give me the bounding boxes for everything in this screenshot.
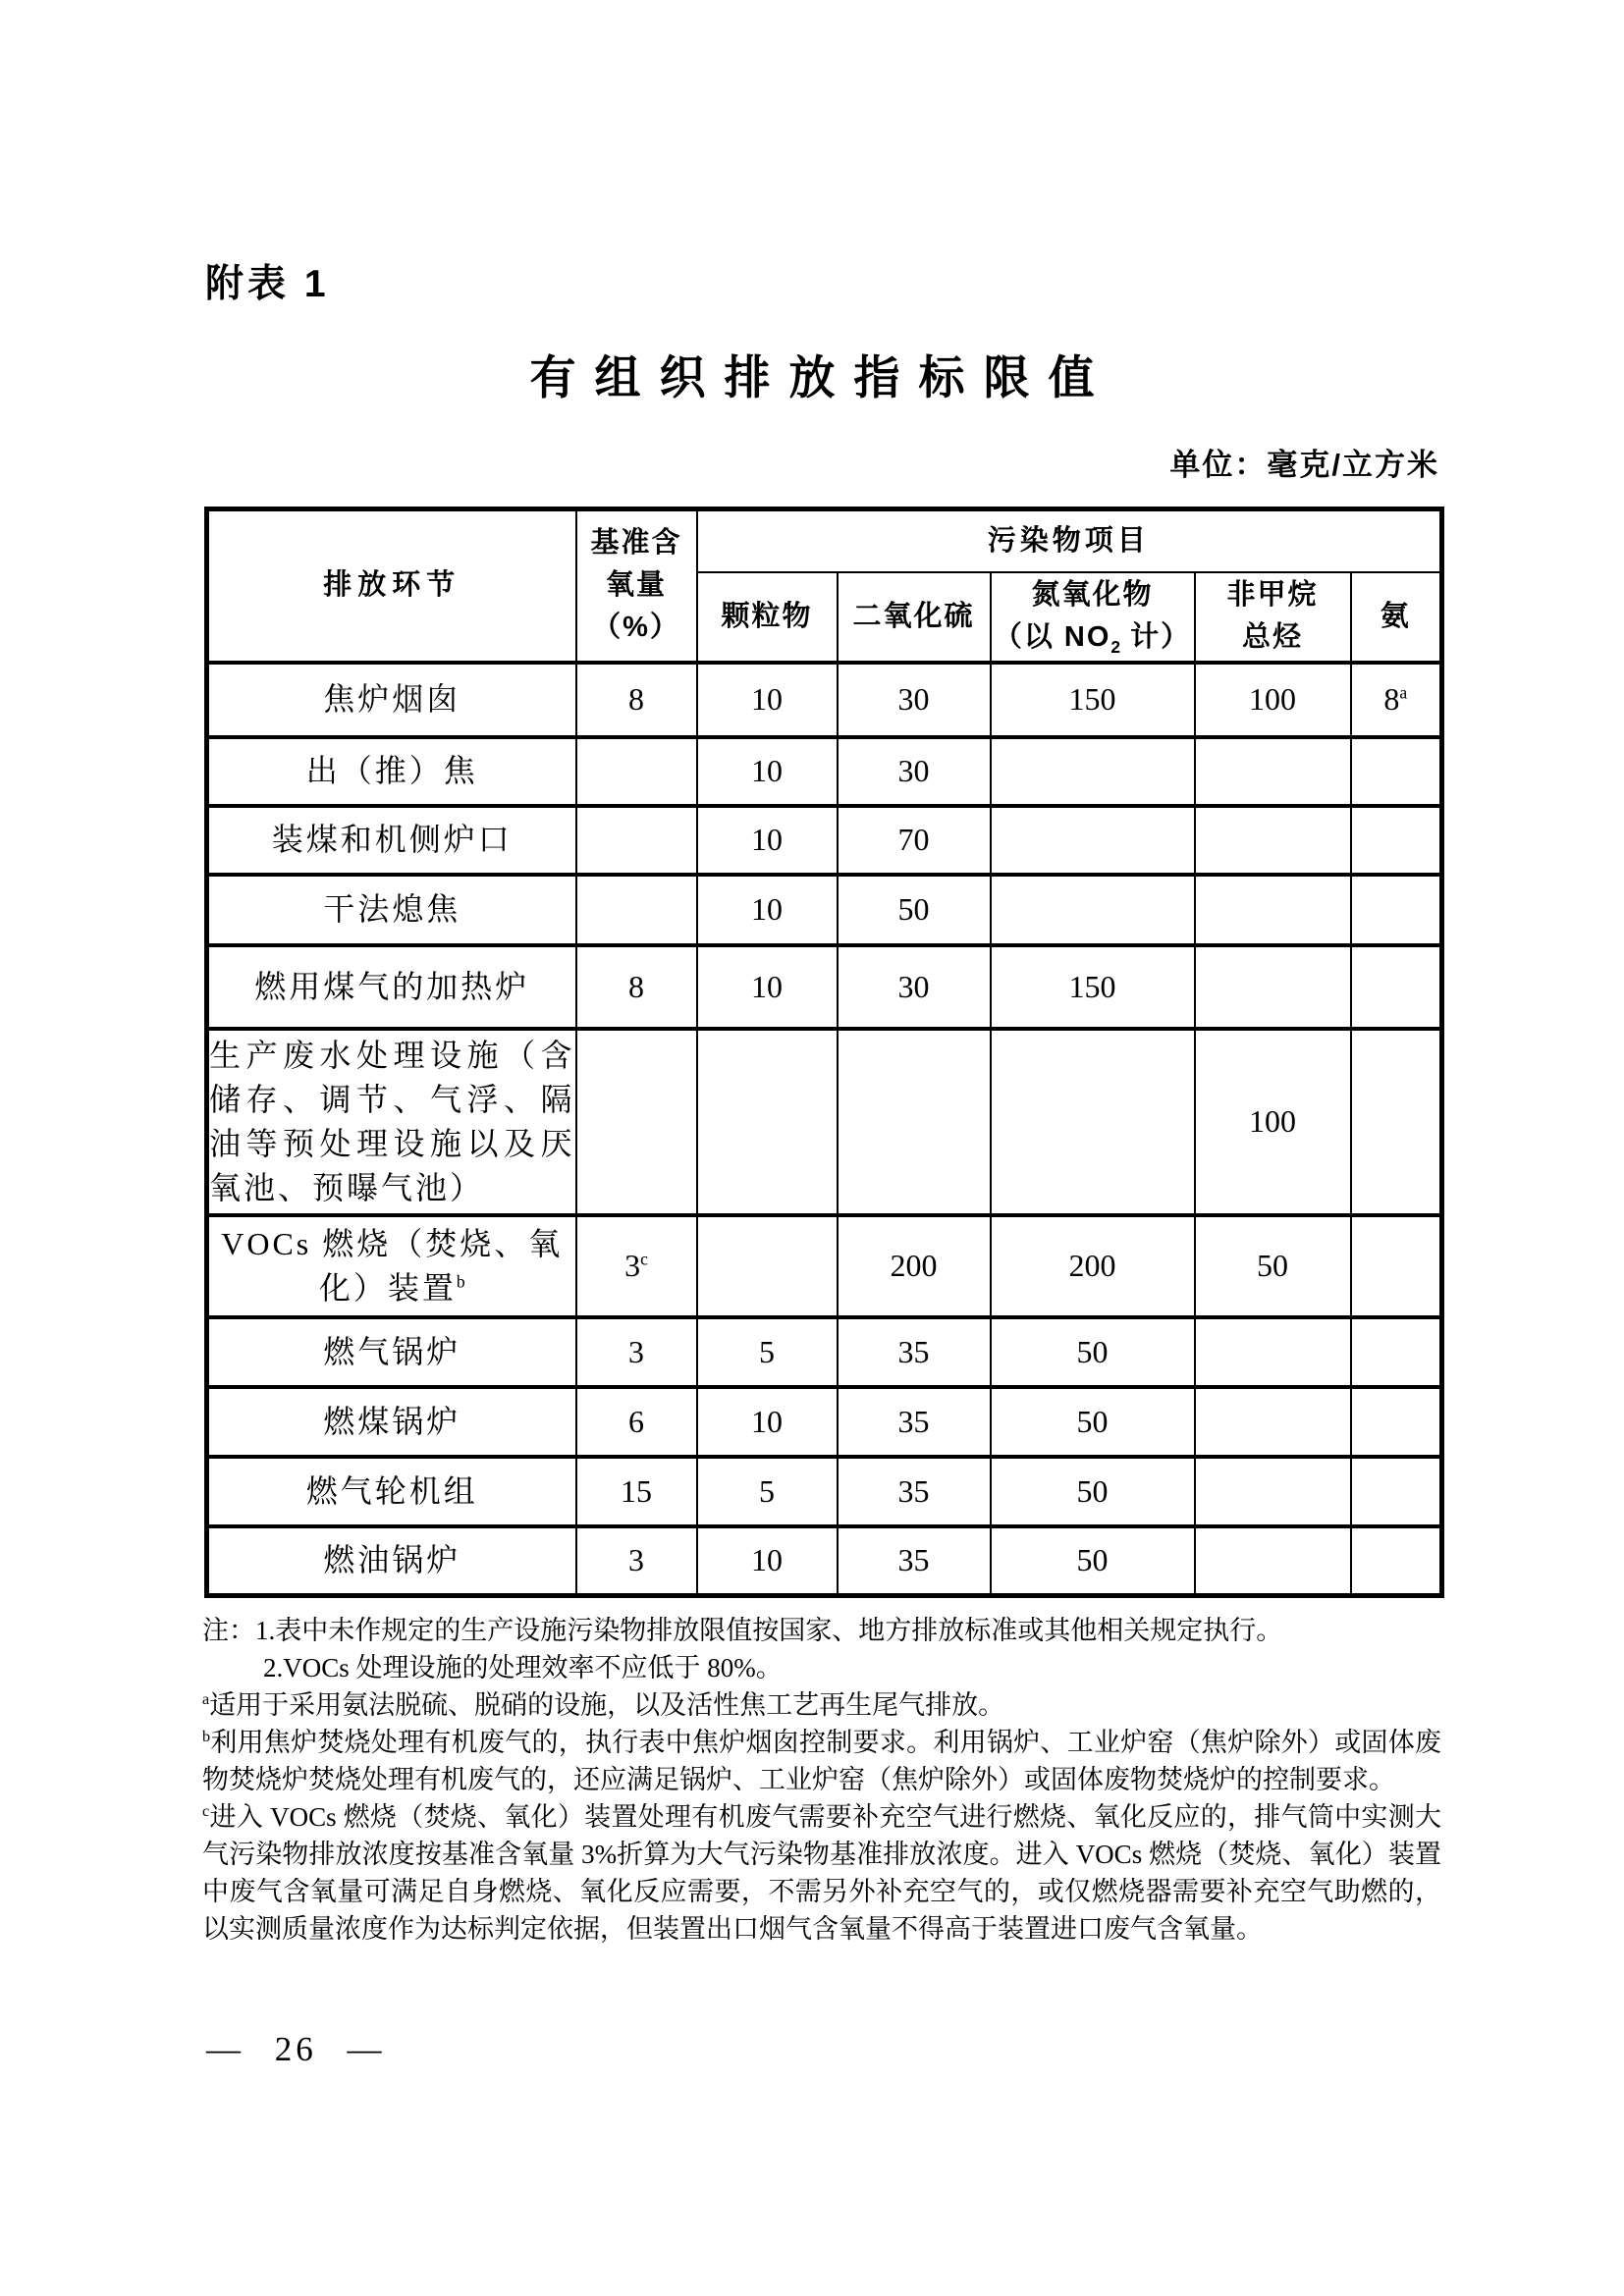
- cell-nmhc: [1195, 737, 1351, 806]
- cell-nox: 200: [991, 1215, 1195, 1317]
- cell-nmhc: [1195, 875, 1351, 945]
- cell-so2: 35: [838, 1526, 991, 1596]
- header-nox: 氮氧化物 （以 $NO_2$ 计）: [991, 572, 1195, 663]
- cell-oxygen: 3: [576, 1526, 697, 1596]
- stage-cell: VOCs 燃烧（焚烧、氧化）装置$^b$: [207, 1215, 576, 1317]
- stage-cell: 燃油锅炉: [207, 1526, 576, 1596]
- cell-so2: 30: [838, 945, 991, 1029]
- stage-cell: 燃煤锅炉: [207, 1387, 576, 1457]
- header-pollutant-group: 污染物项目: [697, 509, 1442, 572]
- header-oxygen: 基准含 氧量 （%）: [576, 509, 697, 663]
- cell-pm: 10: [697, 945, 838, 1029]
- note-general-1: 注：1.表中未作规定的生产设施污染物排放限值按国家、地方排放标准或其他相关规定执行。: [202, 1616, 1283, 1645]
- cell-nox: 150: [991, 663, 1195, 737]
- cell-oxygen: 3: [576, 1317, 697, 1387]
- cell-nh3: 8$^a$: [1351, 663, 1442, 737]
- annex-label: 附表 1: [205, 263, 330, 305]
- header-nmhc: 非甲烷 总烃: [1195, 572, 1351, 663]
- cell-oxygen: [576, 875, 697, 945]
- cell-so2: 35: [838, 1387, 991, 1457]
- cell-pm: 5: [697, 1317, 838, 1387]
- cell-nmhc: [1195, 1457, 1351, 1526]
- table-row: [207, 1457, 1442, 1526]
- cell-oxygen: 3$^c$: [576, 1215, 697, 1317]
- no2-subscript: 2: [1110, 636, 1121, 657]
- table-row: [207, 945, 1442, 1029]
- cell-so2: 200: [838, 1215, 991, 1317]
- header-so2: 二氧化硫: [838, 572, 991, 663]
- footnote-marker-b: b: [202, 1728, 211, 1745]
- cell-oxygen: 15: [576, 1457, 697, 1526]
- cell-pm: 10: [697, 663, 838, 737]
- cell-so2: 30: [838, 737, 991, 806]
- cell-nox: 50: [991, 1526, 1195, 1596]
- table-row: [207, 1526, 1442, 1596]
- cell-oxygen: [576, 737, 697, 806]
- cell-pm: 10: [697, 806, 838, 875]
- cell-oxygen: 8: [576, 663, 697, 737]
- cell-nh3: [1351, 1526, 1442, 1596]
- header-pm: 颗粒物: [697, 572, 838, 663]
- cell-nh3: [1351, 1215, 1442, 1317]
- footnotes: [202, 1612, 1441, 1948]
- cell-pm: [697, 1029, 838, 1215]
- table-row: [207, 663, 1442, 737]
- cell-nmhc: [1195, 1526, 1351, 1596]
- cell-nh3: [1351, 875, 1442, 945]
- note-b: $^b$利用焦炉焚烧处理有机废气的，执行表中焦炉烟囱控制要求。利用锅炉、工业炉窑（焦炉除外）或固体废物焚烧炉焚烧处理有机废气的，还应满足锅炉、工业炉窑（焦炉除外）或固体废物焚烧炉的控制要求。: [202, 1728, 1441, 1794]
- table-row: [207, 737, 1442, 806]
- cell-oxygen: 6: [576, 1387, 697, 1457]
- cell-nmhc: 50: [1195, 1215, 1351, 1317]
- note-c: $^c$进入 VOCs 燃烧（焚烧、氧化）装置处理有机废气需要补充空气进行燃烧、氧化反应的，排气筒中实测大气污染物排放浓度按基准含氧量 3%折算为大气污染物基准排放浓度。进入 VOCs 燃烧（焚烧、氧化）装置中废气含氧量可满足自身燃烧、氧化反应需要，不需另外补充空气的，或仅燃烧器需要补充空气助燃的，以实测质量浓度作为达标判定依据，但装置出口烟气含氧量不得高于装置进口废气含氧量。: [202, 1802, 1441, 1944]
- cell-so2: 70: [838, 806, 991, 875]
- cell-nox: [991, 806, 1195, 875]
- footnote-marker-a: a: [202, 1690, 210, 1708]
- table-row: [207, 875, 1442, 945]
- cell-oxygen: 8: [576, 945, 697, 1029]
- table-row: [207, 1215, 1442, 1317]
- table-row: [207, 1317, 1442, 1387]
- footnote-marker-c: c: [640, 1249, 648, 1269]
- cell-nmhc: [1195, 806, 1351, 875]
- stage-cell: 生产废水处理设施（含储存、调节、气浮、隔油等预处理设施以及厌氧池、预曝气池）: [207, 1029, 576, 1215]
- note-a: $^a$适用于采用氨法脱硫、脱硝的设施，以及活性焦工艺再生尾气排放。: [202, 1690, 1005, 1720]
- stage-cell: 出（推）焦: [207, 737, 576, 806]
- stage-cell: 燃气轮机组: [207, 1457, 576, 1526]
- footnote-marker-b: b: [456, 1270, 465, 1291]
- cell-nh3: [1351, 1029, 1442, 1215]
- cell-pm: [697, 1215, 838, 1317]
- cell-pm: 10: [697, 1526, 838, 1596]
- cell-nmhc: 100: [1195, 1029, 1351, 1215]
- cell-nh3: [1351, 1457, 1442, 1526]
- cell-so2: 35: [838, 1317, 991, 1387]
- cell-nh3: [1351, 945, 1442, 1029]
- cell-nh3: [1351, 1387, 1442, 1457]
- cell-pm: 10: [697, 1387, 838, 1457]
- cell-nox: 50: [991, 1457, 1195, 1526]
- cell-nh3: [1351, 806, 1442, 875]
- table-row: [207, 806, 1442, 875]
- header-stage: 排放环节: [207, 509, 576, 663]
- cell-pm: 5: [697, 1457, 838, 1526]
- cell-so2: 35: [838, 1457, 991, 1526]
- cell-nox: 150: [991, 945, 1195, 1029]
- cell-pm: 10: [697, 737, 838, 806]
- emission-limits-table: [204, 507, 1444, 1598]
- stage-cell: 焦炉烟囱: [207, 663, 576, 737]
- cell-nmhc: [1195, 1317, 1351, 1387]
- cell-nh3: [1351, 1317, 1442, 1387]
- cell-nox: [991, 875, 1195, 945]
- cell-so2: [838, 1029, 991, 1215]
- header-row-1: [207, 509, 1442, 572]
- unit-label: 单位：毫克/立方米: [1169, 448, 1439, 482]
- cell-oxygen: [576, 1029, 697, 1215]
- header-nh3: 氨: [1351, 572, 1442, 663]
- stage-cell: 燃用煤气的加热炉: [207, 945, 576, 1029]
- note-general-2: 2.VOCs 处理设施的处理效率不应低于 80%。: [263, 1653, 783, 1682]
- cell-oxygen: [576, 806, 697, 875]
- cell-nmhc: 100: [1195, 663, 1351, 737]
- footnote-marker-a: a: [1399, 682, 1408, 703]
- page-title: 有组织排放指标限值: [529, 351, 1113, 403]
- cell-nox: 50: [991, 1317, 1195, 1387]
- stage-cell: 装煤和机侧炉口: [207, 806, 576, 875]
- cell-so2: 50: [838, 875, 991, 945]
- footnote-marker-c: c: [202, 1802, 210, 1820]
- stage-cell: 干法熄焦: [207, 875, 576, 945]
- cell-pm: 10: [697, 875, 838, 945]
- cell-nmhc: [1195, 945, 1351, 1029]
- table-row: [207, 1387, 1442, 1457]
- table-row: [207, 1029, 1442, 1215]
- cell-so2: 30: [838, 663, 991, 737]
- cell-nmhc: [1195, 1387, 1351, 1457]
- cell-nox: [991, 1029, 1195, 1215]
- cell-nox: [991, 737, 1195, 806]
- stage-cell: 燃气锅炉: [207, 1317, 576, 1387]
- cell-nh3: [1351, 737, 1442, 806]
- page-number: — 26 —: [206, 2030, 386, 2068]
- cell-nox: 50: [991, 1387, 1195, 1457]
